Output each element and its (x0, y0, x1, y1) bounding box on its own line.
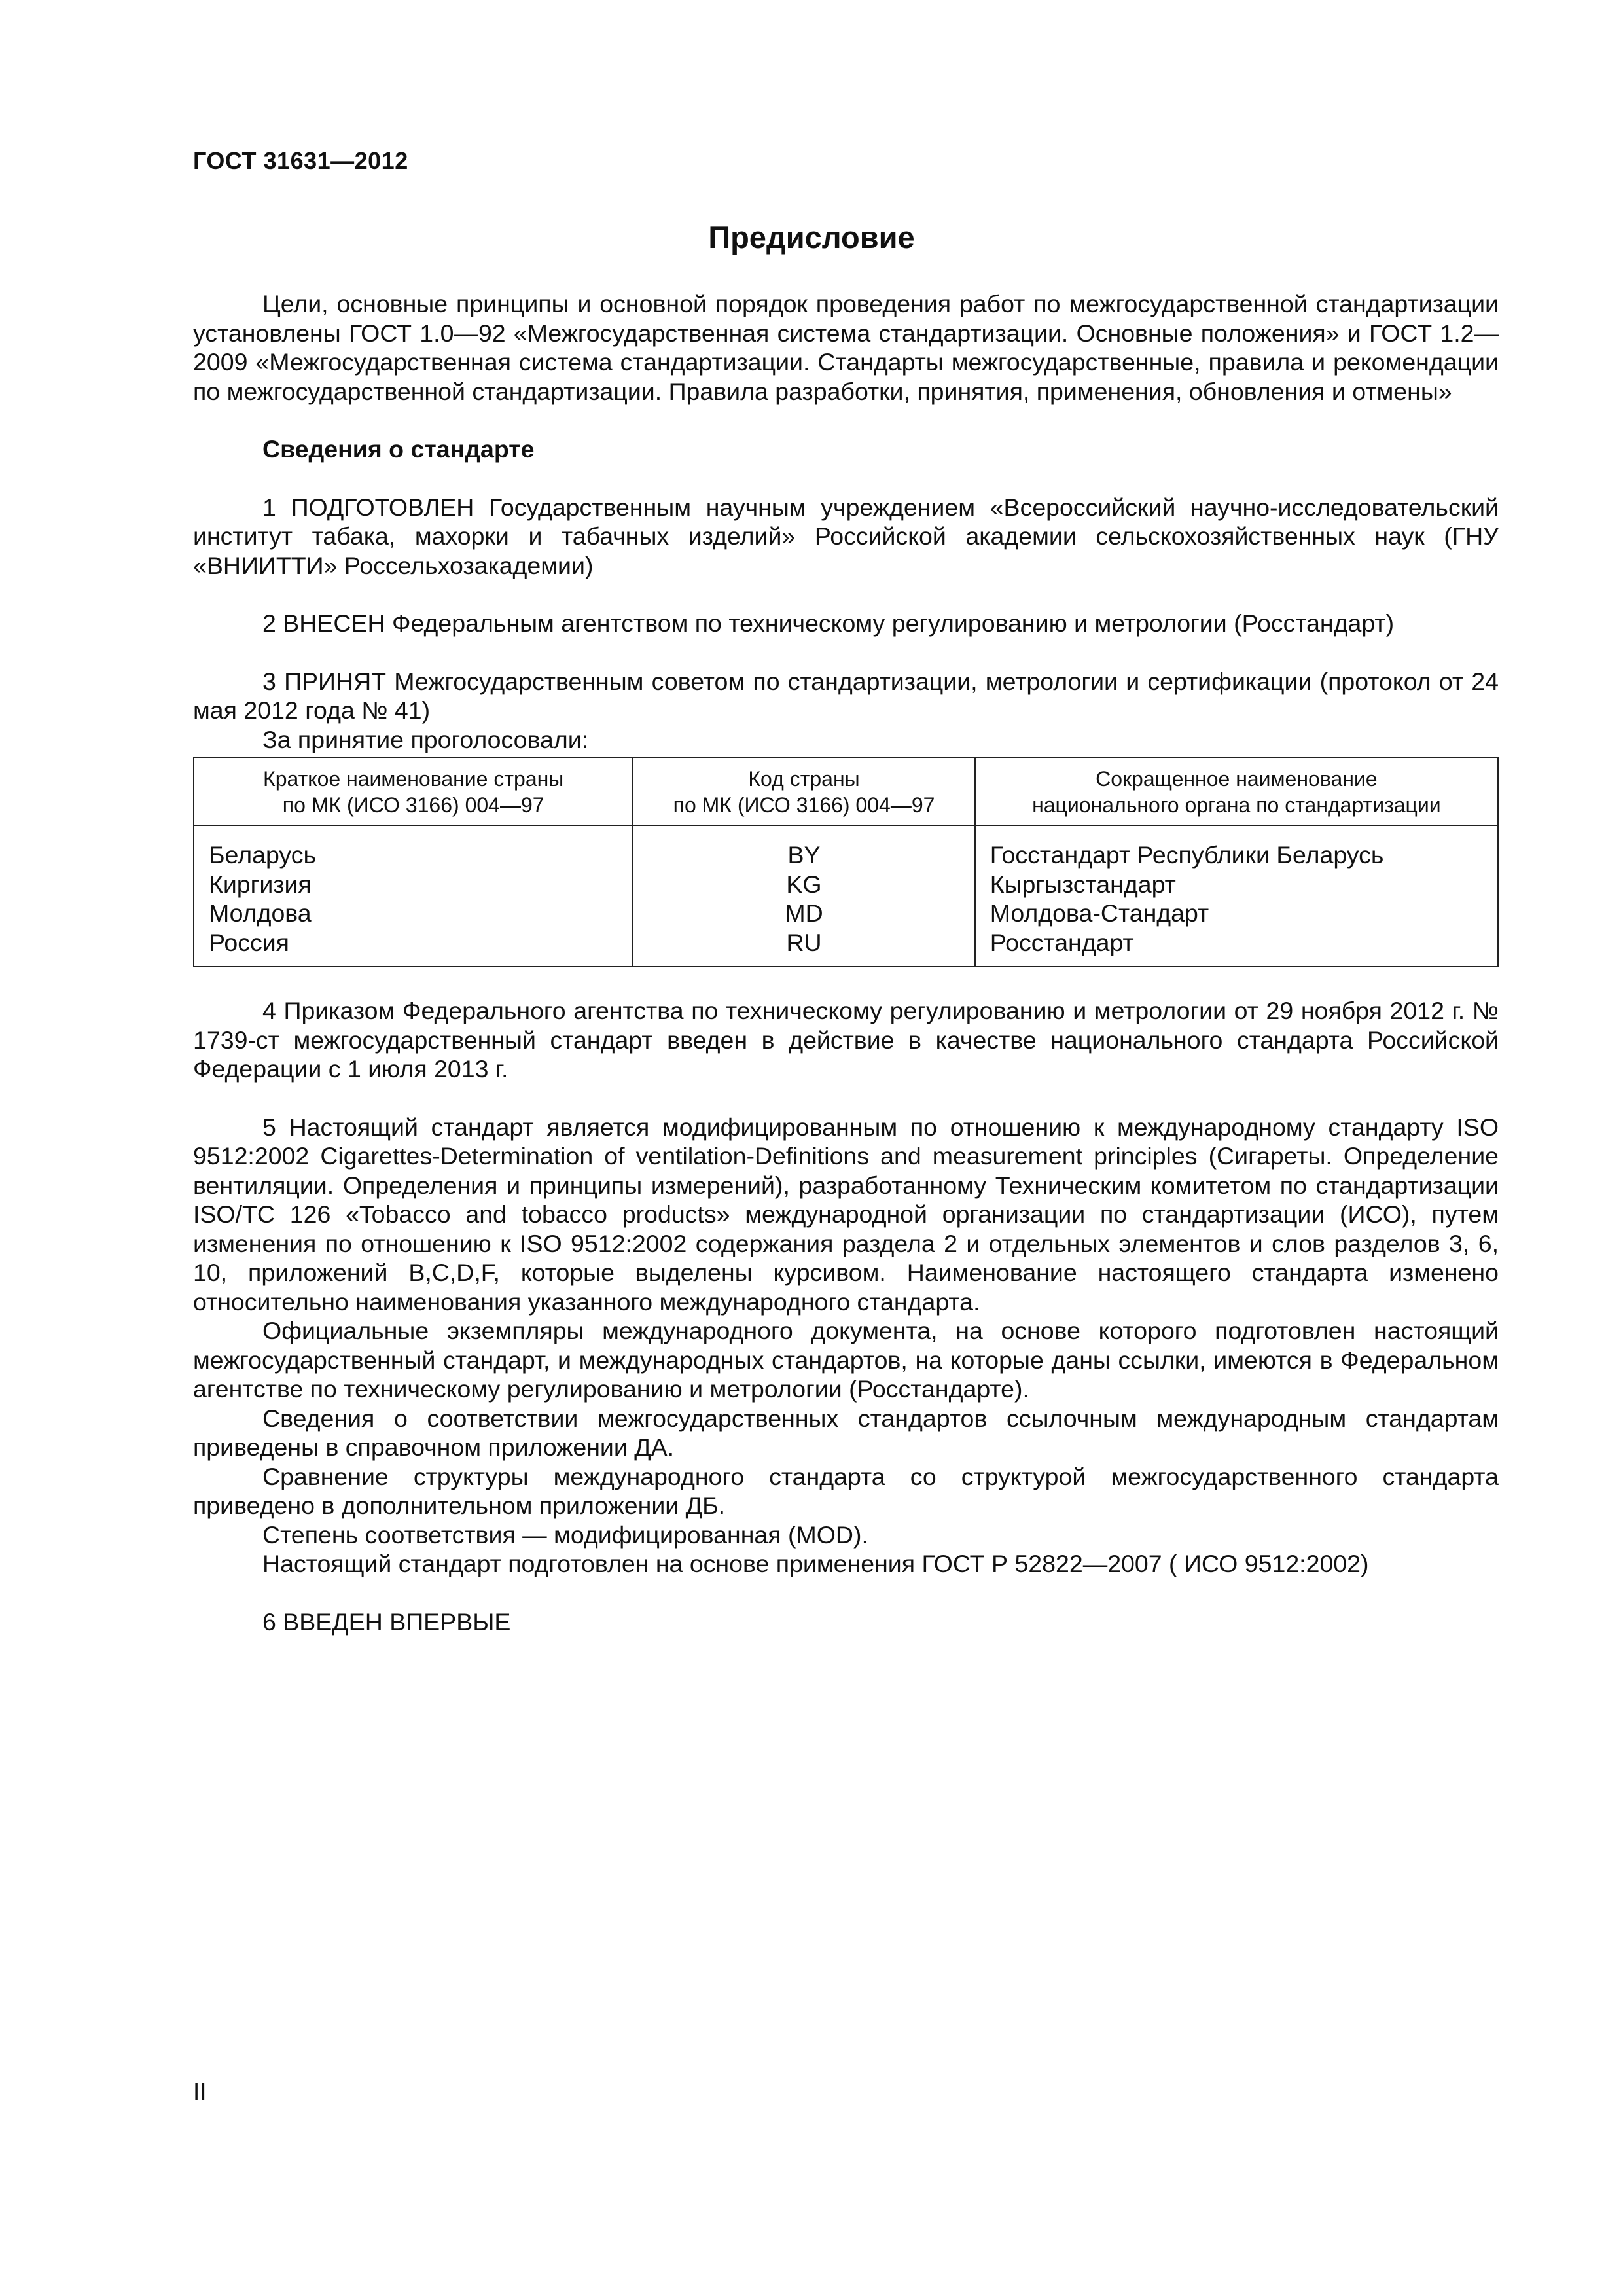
intro-paragraph: Цели, основные принципы и основной порядок проведения работ по межгосударственной стандартизации установлены ГОСТ 1.0—92 «Межгосударственная система стандартизации. Основные положения» и ГОСТ 1.2—2009 «Межгосударственная система стандартизации. Стандарты межгосударственные, правила и рекомендации по межгосударственной стандартизации. Правила разработки, принятия, применения, обновления и отмены» (193, 290, 1499, 405)
item-5-conformity-degree: Степень соответствия — модифицированная (MOD). (262, 1520, 868, 1549)
item-5-structure-comparison: Сравнение структуры международного стандарта со структурой межгосударственного стандарта приведено в дополнительном приложении ДБ. (193, 1462, 1499, 1519)
voting-table (193, 757, 1499, 967)
table-row (194, 825, 1498, 870)
table-header-row (194, 757, 1498, 825)
standards-body-cell: Кыргызстандарт (975, 870, 1498, 899)
item-2-submitted: 2 ВНЕСЕН Федеральным агентством по техническому регулированию и метрологии (Росстандарт) (262, 609, 1395, 637)
item-5-basis: Настоящий стандарт подготовлен на основе применения ГОСТ Р 52822—2007 ( ИСО 9512:2002) (262, 1550, 1369, 1577)
country-name-cell: Молдова (194, 899, 633, 928)
header-country-code: Код страны по МК (ИСО 3166) 004—97 (633, 757, 974, 825)
item-5-modified: 5 Настоящий стандарт является модифицированным по отношению к международному стандарту ISO 9512:2002 Cigarettes-Determination of ventilation-Definitions and measurement principles (Сигареты. Определение вентиляции. Определения и принципы измерений), разработанному Техническим комитетом по стандартизации ISO/TC 126 «Tobacco and tobacco products» международной организации по стандартизации (ИСО), путем изменения по отношению к ISO 9512:2002 содержания раздела 2 и отдельных элементов и слов разделов 3, 6, 10, приложений B,C,D,F, которые выделены курсивом. Наименование настоящего стандарта изменено относительно наименования указанного международного стандарта. (193, 1113, 1499, 1316)
item-5-correspondence: Сведения о соответствии межгосударственных стандартов ссылочным международным стандартам приведены в справочном приложении ДА. (193, 1404, 1499, 1461)
item-3-adopted: 3 ПРИНЯТ Межгосударственным советом по стандартизации, метрологии и сертификации (протокол от 24 мая 2012 года № 41) (193, 667, 1499, 724)
voting-intro: За принятие проголосовали: (262, 725, 589, 753)
standards-body-cell: Росстандарт (975, 928, 1498, 967)
standards-body-cell: Госстандарт Республики Беларусь (975, 825, 1498, 870)
document-header: ГОСТ 31631—2012 (193, 147, 408, 174)
header-country-name: Краткое наименование страны по МК (ИСО 3166) 004—97 (194, 757, 633, 825)
section-title: Предисловие (708, 220, 915, 255)
table-row (194, 928, 1498, 967)
item-4-order: 4 Приказом Федерального агентства по техническому регулированию и метрологии от 29 ноября 2012 г. № 1739-ст межгосударственный стандарт введен в действие в качестве национального стандарта Российской Федерации с 1 июля 2013 г. (193, 997, 1499, 1083)
item-1-prepared: 1 ПОДГОТОВЛЕН Государственным научным учреждением «Всероссийский научно-исследовательский институт табака, махорки и табачных изделий» Российской академии сельскохозяйственных наук (ГНУ «ВНИИТТИ» Россельхозакадемии) (193, 493, 1499, 579)
country-code-cell: RU (633, 928, 974, 967)
standard-info-heading: Сведения о стандарте (262, 435, 535, 463)
standards-body-cell: Молдова-Стандарт (975, 899, 1498, 928)
header-standards-body: Сокращенное наименование национального органа по стандартизации (975, 757, 1498, 825)
foreword-content (193, 289, 1499, 1636)
country-name-cell: Россия (194, 928, 633, 967)
table-row (194, 899, 1498, 928)
page-number: II (193, 2078, 207, 2105)
item-6-first-introduced: 6 ВВЕДЕН ВПЕРВЫЕ (262, 1607, 511, 1636)
country-code-cell: KG (633, 870, 974, 899)
table-row (194, 870, 1498, 899)
country-name-cell: Беларусь (194, 825, 633, 870)
item-5-official-copies: Официальные экземпляры международного документа, на основе которого подготовлен настоящий межгосударственный стандарт, и международных стандартов, на которые даны ссылки, имеются в Федеральном агентстве по техническому регулированию и метрологии (Росстандарте). (193, 1317, 1499, 1403)
country-code-cell: MD (633, 899, 974, 928)
country-name-cell: Киргизия (194, 870, 633, 899)
country-code-cell: BY (633, 825, 974, 870)
